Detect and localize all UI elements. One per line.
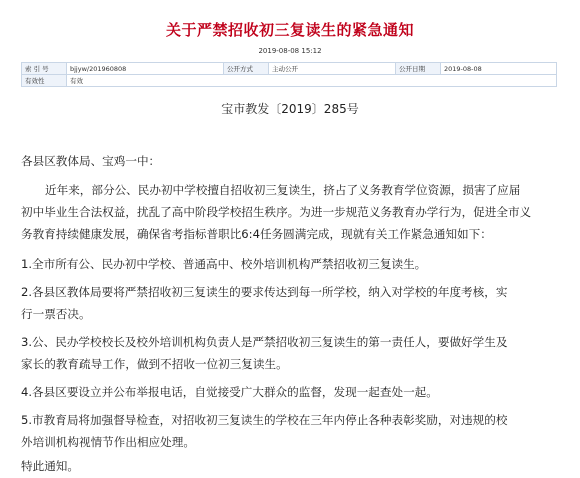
list-item-2-line: 2.各县区教体局要将严禁招收初三复读生的要求传达到每一所学校，纳入对学校的年度考核，实 [21,285,508,299]
list-item-5-line: 外培训机构视情节作出相应处理。 [21,435,195,449]
open-method-value: 主动公开 [269,63,396,75]
paragraph-line: 初中毕业生合法权益，扰乱了高中阶段学校招生秩序。为进一步规范义务教育办学行为，促进全市义 [21,205,532,219]
paragraph-line: 务教育持续健康发展，确保省考指标普职比6:4任务圆满完成，现就有关工作紧急通知如下： [21,227,492,241]
paragraph-line: 近年来，部分公、民办初中学校擅自招收初三复读生，挤占了义务教育学位资源，损害了应届 [45,183,521,197]
addressee: 各县区教体局、宝鸡一中： [21,154,161,168]
validity-value: 有效 [67,75,557,87]
list-item-5-line: 5.市教育局将加强督导检查，对招收初三复读生的学校在三年内停止各种表彰奖励，对违规的校 [21,413,508,427]
closing-text: 特此通知。 [21,459,79,473]
list-item-1: 1.全市所有公、民办初中学校、普通高中、校外培训机构严禁招收初三复读生。 [21,257,427,271]
page-title: 关于严禁招收初三复读生的紧急通知 [165,21,414,39]
list-item-3-line: 家长的教育疏导工作，做到不招收一位初三复读生。 [21,357,288,371]
metadata-table [21,62,557,87]
metadata-row [22,75,557,87]
metadata-row [22,63,557,75]
open-method-label: 公开方式 [224,63,269,75]
index-value: bjjyw/201960808 [67,63,224,75]
document-number: 宝市教发〔2019〕285号 [221,102,359,116]
validity-label: 有效性 [22,75,67,87]
open-date-value: 2019-08-08 [441,63,557,75]
list-item-3-line: 3.公、民办学校校长及校外培训机构负责人是严禁招收初三复读生的第一责任人，要做好学生及 [21,335,508,349]
open-date-label: 公开日期 [396,63,441,75]
list-item-2-line: 行一票否决。 [21,307,91,321]
index-label: 索 引 号 [22,63,67,75]
publish-datetime: 2019-08-08 15:12 [258,47,322,55]
list-item-4: 4.各县区要设立并公布举报电话，自觉接受广大群众的监督，发现一起查处一起。 [21,385,438,399]
